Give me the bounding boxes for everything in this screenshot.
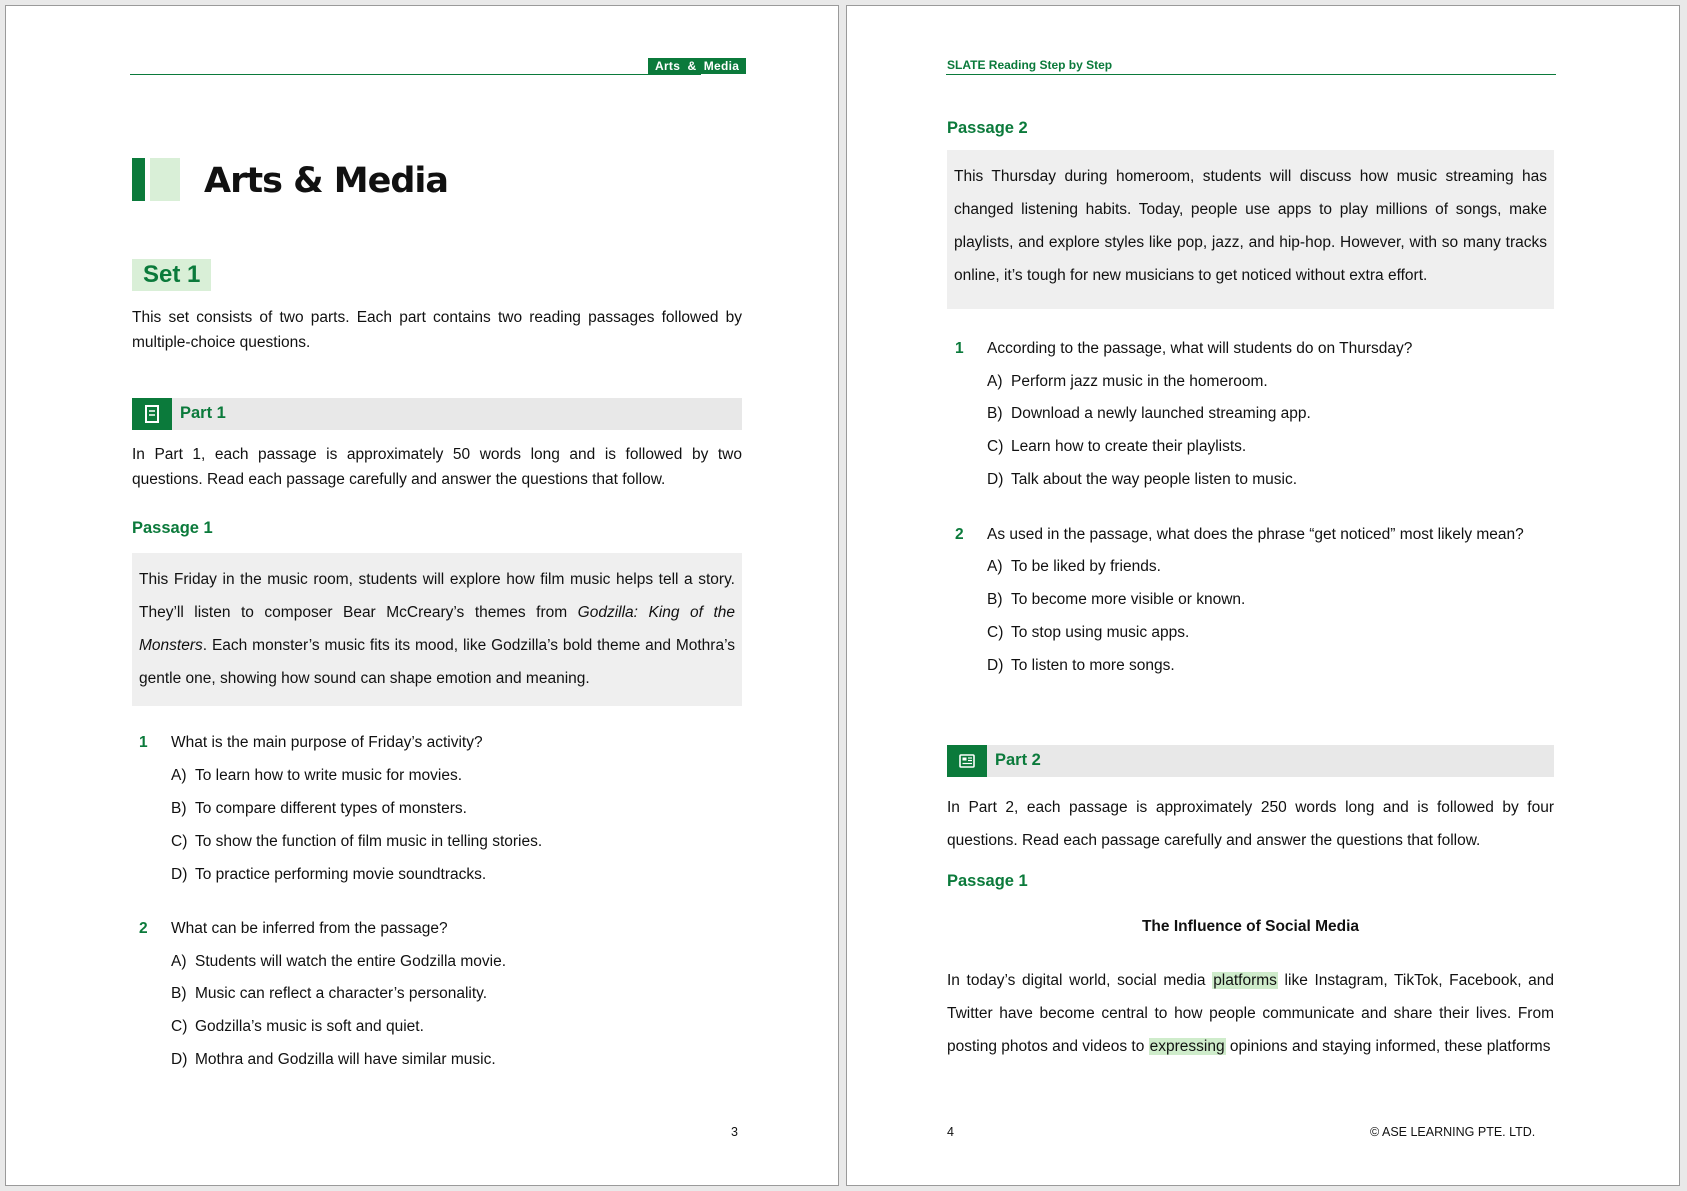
option-text: Learn how to create their playlists.: [1011, 438, 1247, 455]
part-1-bar: [132, 398, 742, 430]
option-text: To become more visible or known.: [1011, 591, 1246, 608]
answer-option[interactable]: [171, 800, 467, 818]
option-text: To practice performing movie soundtracks.: [195, 866, 487, 883]
answer-option[interactable]: [987, 591, 1245, 609]
option-text: To compare different types of monsters.: [195, 800, 467, 817]
question-text: As used in the passage, what does the phrase “get noticed” most likely mean?: [987, 526, 1524, 543]
option-letter: B): [171, 800, 187, 817]
answer-option[interactable]: [171, 1018, 424, 1036]
answer-option[interactable]: [171, 767, 462, 785]
option-letter: A): [171, 767, 187, 784]
option-letter: D): [171, 1051, 188, 1068]
question-number: 1: [955, 340, 964, 357]
answer-option[interactable]: [987, 471, 1297, 489]
option-text: To show the function of film music in telling stories.: [195, 833, 543, 850]
answer-option[interactable]: [171, 1051, 496, 1069]
option-text: Music can reflect a character’s personality.: [195, 985, 488, 1002]
article-body: [947, 964, 1554, 1063]
article-text: opinions and staying informed, these platforms: [1225, 1038, 1551, 1055]
option-text: Talk about the way people listen to music.: [1011, 471, 1298, 488]
answer-option[interactable]: [987, 558, 1161, 576]
option-text: Download a newly launched streaming app.: [1011, 405, 1311, 422]
option-letter: B): [171, 985, 187, 1002]
option-letter: A): [987, 373, 1003, 390]
option-letter: D): [171, 866, 188, 883]
answer-option[interactable]: [171, 866, 486, 884]
article-text: like Instagram, TikTok, Facebook, and Twitter have become central to how people communicate and share their lives. From posting photos and videos to: [947, 972, 1554, 1055]
question-text: What is the main purpose of Friday’s activity?: [171, 734, 483, 751]
answer-option[interactable]: [171, 953, 506, 971]
option-letter: C): [987, 624, 1004, 641]
header-section-tag: Arts & Media: [648, 58, 746, 74]
passage-1-text-end: . Each monster’s music fits its mood, like Godzilla’s bold theme and Mothra’s gentle one, showing how sound can shape emotion and meaning.: [139, 637, 735, 687]
option-text: Students will watch the entire Godzilla movie.: [195, 953, 507, 970]
header-rule: [946, 74, 1556, 75]
article-text: In today’s digital world, social media: [947, 972, 1213, 989]
passage-3-heading: Passage 1: [947, 872, 1028, 890]
option-text: To learn how to write music for movies.: [195, 767, 463, 784]
page-number: 4: [947, 1125, 954, 1139]
part-2-bar: [947, 745, 1554, 777]
chapter-marker-light: [150, 158, 180, 201]
option-letter: D): [987, 471, 1004, 488]
option-letter: C): [171, 1018, 188, 1035]
question-text: What can be inferred from the passage?: [171, 920, 448, 937]
left-page: [5, 5, 839, 1186]
question-number: 2: [139, 920, 148, 937]
option-text: To listen to more songs.: [1011, 657, 1175, 674]
answer-option[interactable]: [171, 833, 542, 851]
question-text: According to the passage, what will students do on Thursday?: [987, 340, 1413, 357]
option-letter: A): [171, 953, 187, 970]
answer-option[interactable]: [987, 657, 1175, 675]
option-text: To be liked by friends.: [1011, 558, 1161, 575]
header-book-title: SLATE Reading Step by Step: [947, 58, 1113, 72]
option-text: Mothra and Godzilla will have similar music.: [195, 1051, 496, 1068]
passage-2-text: This Thursday during homeroom, students will discuss how music streaming has changed listening habits. Today, people use apps to play millions of songs, make playlists, and explore styles like pop, jazz, and hip-hop. However, with so many tracks online, it’s tough for new musicians to get noticed without extra effort.: [954, 168, 1547, 284]
part-1-label: Part 1: [180, 404, 226, 422]
highlighted-word[interactable]: platforms: [1213, 972, 1277, 989]
option-letter: A): [987, 558, 1003, 575]
answer-option[interactable]: [987, 373, 1268, 391]
copyright: © ASE LEARNING PTE. LTD.: [1370, 1125, 1536, 1139]
answer-option[interactable]: [171, 985, 487, 1003]
passage-1-text: This Friday in the music room, students will explore how film music helps tell a story. They’ll listen to composer Bear McCreary’s themes from: [139, 571, 735, 621]
option-letter: B): [987, 405, 1003, 422]
passage-2-heading: Passage 2: [947, 119, 1028, 137]
answer-option[interactable]: [987, 405, 1311, 423]
question-number: 1: [139, 734, 148, 751]
film-title: Godzilla: King of the Monsters: [139, 604, 735, 654]
chapter-title: Arts & Media: [204, 161, 449, 201]
set-label: Set 1: [132, 259, 211, 291]
page-number: 3: [731, 1125, 738, 1139]
question-number: 2: [955, 526, 964, 543]
newspaper-icon: [947, 745, 987, 777]
right-page: [846, 5, 1680, 1186]
highlighted-word[interactable]: expressing: [1149, 1038, 1225, 1055]
option-text: Godzilla’s music is soft and quiet.: [195, 1018, 424, 1035]
answer-option[interactable]: [987, 624, 1189, 642]
option-letter: C): [987, 438, 1004, 455]
option-text: To stop using music apps.: [1011, 624, 1190, 641]
option-letter: D): [987, 657, 1004, 674]
passage-1-heading: Passage 1: [132, 519, 213, 537]
option-text: Perform jazz music in the homeroom.: [1011, 373, 1268, 390]
header-rule: [130, 74, 701, 75]
option-letter: B): [987, 591, 1003, 608]
chapter-marker: [132, 158, 145, 201]
answer-option[interactable]: [987, 438, 1246, 456]
article-title: The Influence of Social Media: [1141, 918, 1360, 935]
part-2-label: Part 2: [995, 751, 1041, 769]
passage-1-box: [132, 553, 742, 706]
set-intro: This set consists of two parts. Each part contains two reading passages followed by multiple-choice questions.: [132, 309, 742, 351]
part-1-intro: In Part 1, each passage is approximately 50 words long and is followed by two questions. Read each passage carefully and answer the questions that follow.: [132, 446, 742, 488]
passage-2-box: [947, 150, 1554, 309]
part-2-intro: In Part 2, each passage is approximately 250 words long and is followed by four questions. Read each passage carefully and answer the questions that follow.: [947, 799, 1554, 849]
option-letter: C): [171, 833, 188, 850]
book-icon: [132, 398, 172, 430]
